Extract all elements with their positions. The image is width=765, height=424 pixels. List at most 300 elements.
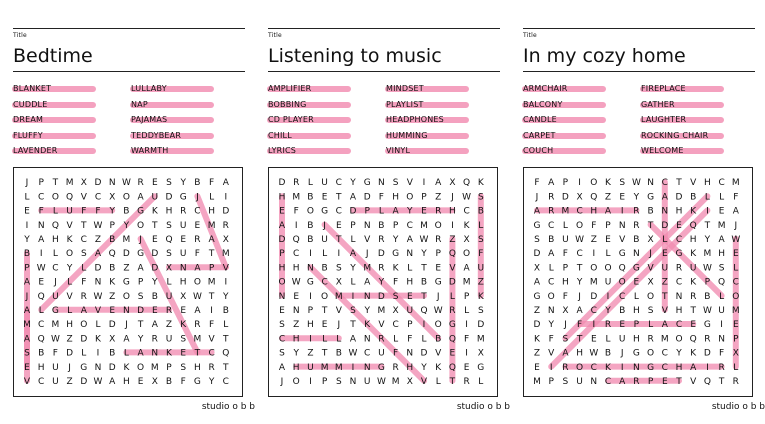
grid-letter[interactable]: F xyxy=(293,206,299,217)
grid-letter[interactable]: U xyxy=(661,263,669,274)
grid-letter[interactable]: L xyxy=(407,263,413,274)
grid-letter[interactable]: N xyxy=(363,291,371,302)
grid-letter[interactable]: U xyxy=(179,249,187,260)
grid-letter[interactable]: E xyxy=(690,320,697,331)
grid-letter[interactable]: L xyxy=(733,362,739,373)
grid-letter[interactable]: D xyxy=(377,249,385,260)
grid-letter[interactable]: J xyxy=(323,220,326,231)
grid-letter[interactable]: V xyxy=(364,235,371,245)
grid-letter[interactable]: R xyxy=(435,235,442,245)
grid-letter[interactable]: M xyxy=(193,334,202,345)
grid-letter[interactable]: B xyxy=(619,306,626,316)
grid-letter[interactable]: F xyxy=(209,320,215,331)
grid-letter[interactable]: H xyxy=(307,320,314,331)
grid-letter[interactable]: I xyxy=(351,291,355,302)
grid-letter[interactable]: P xyxy=(279,249,285,260)
grid-letter[interactable]: R xyxy=(633,377,640,387)
grid-letter[interactable]: A xyxy=(23,306,31,316)
grid-letter[interactable]: H xyxy=(52,235,59,245)
grid-letter[interactable]: Y xyxy=(421,249,427,260)
grid-letter[interactable]: R xyxy=(194,320,201,331)
grid-letter[interactable]: O xyxy=(122,192,130,203)
grid-letter[interactable]: S xyxy=(477,306,484,316)
grid-letter[interactable]: H xyxy=(562,277,569,288)
grid-letter[interactable]: A xyxy=(137,263,144,274)
grid-letter[interactable]: K xyxy=(477,178,484,189)
grid-letter[interactable]: V xyxy=(80,192,87,203)
grid-letter[interactable]: R xyxy=(647,334,654,345)
grid-letter[interactable]: Z xyxy=(123,263,130,274)
grid-letter[interactable]: F xyxy=(562,249,568,260)
grid-letter[interactable]: C xyxy=(548,220,555,231)
grid-letter[interactable]: U xyxy=(406,306,414,316)
grid-letter[interactable]: H xyxy=(633,334,640,345)
grid-letter[interactable]: N xyxy=(151,348,159,359)
grid-letter[interactable]: Q xyxy=(37,334,45,345)
grid-letter[interactable]: C xyxy=(576,249,583,260)
grid-letter[interactable]: M xyxy=(731,306,740,316)
grid-letter[interactable]: N xyxy=(590,377,598,387)
grid-letter[interactable]: V xyxy=(406,178,413,189)
grid-letter[interactable]: Q xyxy=(51,220,59,231)
grid-letter[interactable]: B xyxy=(109,348,116,359)
grid-letter[interactable]: C xyxy=(194,206,201,217)
grid-letter[interactable]: U xyxy=(562,235,569,245)
grid-letter[interactable]: H xyxy=(704,178,711,189)
grid-letter[interactable]: G xyxy=(533,291,541,302)
grid-letter[interactable]: V xyxy=(690,178,697,189)
grid-letter[interactable]: A xyxy=(23,334,31,345)
grid-letter[interactable]: F xyxy=(548,334,554,345)
grid-letter[interactable]: T xyxy=(208,249,215,260)
grid-letter[interactable]: G xyxy=(80,362,88,373)
grid-letter[interactable]: X xyxy=(533,263,541,274)
grid-letter[interactable]: M xyxy=(533,377,541,387)
grid-letter[interactable]: R xyxy=(435,206,442,217)
grid-letter[interactable]: B xyxy=(435,334,442,345)
grid-letter[interactable]: Y xyxy=(605,306,611,316)
grid-letter[interactable]: E xyxy=(676,220,682,231)
grid-letter[interactable]: I xyxy=(309,334,312,345)
grid-letter[interactable]: Q xyxy=(590,192,598,203)
grid-letter[interactable]: P xyxy=(704,277,711,288)
grid-letter[interactable]: G xyxy=(321,206,329,217)
grid-letter[interactable]: A xyxy=(194,306,201,316)
grid-letter[interactable]: Y xyxy=(109,206,115,217)
grid-letter[interactable]: Z xyxy=(604,192,612,203)
grid-letter[interactable]: W xyxy=(731,235,741,245)
grid-letter[interactable]: R xyxy=(548,192,555,203)
grid-letter[interactable]: C xyxy=(604,377,612,387)
grid-letter[interactable]: P xyxy=(562,263,569,274)
grid-letter[interactable]: E xyxy=(732,320,739,331)
grid-letter[interactable]: X xyxy=(647,235,654,245)
grid-letter[interactable]: O xyxy=(51,192,59,203)
grid-letter[interactable]: N xyxy=(307,263,314,274)
grid-letter[interactable]: P xyxy=(562,178,569,189)
grid-letter[interactable]: L xyxy=(393,334,399,345)
grid-letter[interactable]: A xyxy=(38,235,45,245)
grid-letter[interactable]: K xyxy=(690,206,697,217)
grid-letter[interactable]: S xyxy=(180,362,187,373)
grid-letter[interactable]: V xyxy=(435,348,442,359)
grid-letter[interactable]: N xyxy=(406,249,414,260)
grid-letter[interactable]: M xyxy=(207,277,216,288)
grid-letter[interactable]: L xyxy=(322,249,328,260)
grid-letter[interactable]: I xyxy=(96,348,100,359)
grid-letter[interactable]: W xyxy=(348,348,358,359)
grid-letter[interactable]: U xyxy=(321,235,328,245)
grid-letter[interactable]: L xyxy=(435,377,441,387)
grid-letter[interactable]: B xyxy=(335,348,342,359)
grid-letter[interactable]: C xyxy=(732,277,739,288)
grid-letter[interactable]: L xyxy=(378,206,384,217)
grid-letter[interactable]: A xyxy=(548,178,555,189)
grid-letter[interactable]: V xyxy=(335,306,342,316)
grid-letter[interactable]: G xyxy=(647,192,655,203)
grid-letter[interactable]: X xyxy=(80,178,87,189)
grid-letter[interactable]: Z xyxy=(94,235,102,245)
grid-letter[interactable]: M xyxy=(122,235,131,245)
grid-letter[interactable]: Y xyxy=(350,263,356,274)
grid-letter[interactable]: W xyxy=(631,178,641,189)
grid-letter[interactable]: H xyxy=(292,263,300,274)
grid-letter[interactable]: L xyxy=(633,291,639,302)
grid-letter[interactable]: V xyxy=(647,263,654,274)
grid-letter[interactable]: Q xyxy=(689,220,697,231)
grid-letter[interactable]: E xyxy=(321,320,328,331)
grid-letter[interactable]: K xyxy=(690,249,697,260)
grid-letter[interactable]: Z xyxy=(533,348,541,359)
grid-letter[interactable]: A xyxy=(690,362,697,373)
grid-letter[interactable]: P xyxy=(548,377,554,387)
grid-letter[interactable]: E xyxy=(24,206,30,217)
grid-letter[interactable]: A xyxy=(278,362,286,373)
grid-letter[interactable]: H xyxy=(292,362,300,373)
grid-letter[interactable]: T xyxy=(718,377,725,387)
grid-letter[interactable]: A xyxy=(349,249,357,260)
grid-letter[interactable]: L xyxy=(719,291,725,302)
grid-letter[interactable]: W xyxy=(462,192,472,203)
grid-letter[interactable]: U xyxy=(165,334,173,345)
grid-letter[interactable]: I xyxy=(592,249,596,260)
grid-letter[interactable]: B xyxy=(704,291,711,302)
grid-letter[interactable]: I xyxy=(224,192,228,203)
grid-letter[interactable]: R xyxy=(137,178,144,189)
grid-letter[interactable]: N xyxy=(718,334,725,345)
grid-letter[interactable]: D xyxy=(137,306,145,316)
grid-letter[interactable]: C xyxy=(463,206,470,217)
grid-letter[interactable]: A xyxy=(137,348,144,359)
grid-letter[interactable]: V xyxy=(378,320,385,331)
grid-letter[interactable]: C xyxy=(590,306,597,316)
grid-letter[interactable]: C xyxy=(80,235,87,245)
grid-letter[interactable]: E xyxy=(279,306,285,316)
grid-letter[interactable]: M xyxy=(292,192,301,203)
grid-letter[interactable]: O xyxy=(193,277,201,288)
grid-letter[interactable]: D xyxy=(561,192,569,203)
grid-letter[interactable]: T xyxy=(576,334,583,345)
grid-letter[interactable]: L xyxy=(478,377,484,387)
grid-letter[interactable]: A xyxy=(533,206,541,217)
grid-letter[interactable]: O xyxy=(137,362,145,373)
grid-letter[interactable]: S xyxy=(166,178,172,189)
grid-letter[interactable]: L xyxy=(166,277,172,288)
grid-letter[interactable]: A xyxy=(392,206,399,217)
grid-letter[interactable]: U xyxy=(604,277,612,288)
grid-letter[interactable]: F xyxy=(393,348,399,359)
grid-letter[interactable]: C xyxy=(619,291,626,302)
grid-letter[interactable]: C xyxy=(321,277,328,288)
grid-letter[interactable]: B xyxy=(194,178,201,189)
grid-letter[interactable]: W xyxy=(192,291,202,302)
grid-letter[interactable]: I xyxy=(465,320,468,331)
grid-letter[interactable]: K xyxy=(151,206,158,217)
grid-letter[interactable]: G xyxy=(392,249,400,260)
grid-letter[interactable]: W xyxy=(376,377,386,387)
grid-letter[interactable]: G xyxy=(306,277,314,288)
grid-letter[interactable]: R xyxy=(732,377,739,387)
grid-letter[interactable]: S xyxy=(166,249,172,260)
grid-letter[interactable]: L xyxy=(704,192,710,203)
grid-letter[interactable]: Q xyxy=(66,192,74,203)
grid-letter[interactable]: U xyxy=(52,362,59,373)
grid-letter[interactable]: D xyxy=(448,277,456,288)
grid-letter[interactable]: P xyxy=(421,192,427,203)
grid-letter[interactable]: I xyxy=(706,206,709,217)
grid-letter[interactable]: W xyxy=(702,306,712,316)
grid-letter[interactable]: U xyxy=(321,178,328,189)
grid-letter[interactable]: P xyxy=(208,263,215,274)
grid-letter[interactable]: T xyxy=(690,306,696,316)
grid-letter[interactable]: F xyxy=(591,220,597,231)
grid-letter[interactable]: Y xyxy=(180,178,186,189)
grid-letter[interactable]: J xyxy=(54,277,57,288)
grid-letter[interactable]: F xyxy=(38,206,44,217)
grid-letter[interactable]: U xyxy=(165,291,173,302)
grid-letter[interactable]: D xyxy=(80,377,88,387)
grid-letter[interactable]: R xyxy=(180,206,187,217)
grid-letter[interactable]: M xyxy=(334,362,343,373)
grid-letter[interactable]: U xyxy=(363,377,371,387)
grid-letter[interactable]: R xyxy=(463,377,470,387)
grid-letter[interactable]: N xyxy=(633,249,640,260)
grid-letter[interactable]: D xyxy=(477,320,485,331)
grid-letter[interactable]: Y xyxy=(66,263,73,274)
grid-letter[interactable]: W xyxy=(702,263,712,274)
grid-letter[interactable]: L xyxy=(24,192,30,203)
grid-letter[interactable]: O xyxy=(590,178,598,189)
grid-letter[interactable]: E xyxy=(151,235,158,245)
grid-letter[interactable]: C xyxy=(675,277,683,288)
grid-letter[interactable]: C xyxy=(548,277,555,288)
grid-letter[interactable]: N xyxy=(37,220,45,231)
grid-letter[interactable]: O xyxy=(306,206,314,217)
grid-letter[interactable]: D xyxy=(108,320,116,331)
grid-letter[interactable]: Q xyxy=(463,178,471,189)
grid-letter[interactable]: A xyxy=(661,320,668,331)
grid-letter[interactable]: S xyxy=(180,334,187,345)
grid-letter[interactable]: N xyxy=(363,334,371,345)
grid-letter[interactable]: N xyxy=(633,362,640,373)
grid-letter[interactable]: P xyxy=(647,377,654,387)
grid-letter[interactable]: A xyxy=(123,334,130,345)
grid-letter[interactable]: R xyxy=(392,362,399,373)
grid-letter[interactable]: V xyxy=(222,263,229,274)
grid-letter[interactable]: P xyxy=(364,206,370,217)
grid-letter[interactable]: L xyxy=(223,320,229,331)
grid-letter[interactable]: A xyxy=(435,178,442,189)
grid-letter[interactable]: I xyxy=(210,306,213,316)
grid-letter[interactable]: T xyxy=(449,377,456,387)
grid-letter[interactable]: C xyxy=(675,235,683,245)
grid-letter[interactable]: R xyxy=(194,235,201,245)
grid-letter[interactable]: U xyxy=(477,263,485,274)
grid-letter[interactable]: J xyxy=(196,192,199,203)
grid-letter[interactable]: X xyxy=(576,192,583,203)
grid-letter[interactable]: K xyxy=(166,348,172,359)
grid-letter[interactable]: S xyxy=(392,291,399,302)
grid-letter[interactable]: J xyxy=(535,192,539,203)
grid-letter[interactable]: U xyxy=(52,377,59,387)
grid-letter[interactable]: J xyxy=(649,249,652,260)
grid-letter[interactable]: E xyxy=(718,206,725,217)
grid-letter[interactable]: B xyxy=(477,206,484,217)
grid-letter[interactable]: E xyxy=(293,291,300,302)
grid-letter[interactable]: D xyxy=(66,348,74,359)
grid-letter[interactable]: K xyxy=(534,334,540,345)
grid-letter[interactable]: T xyxy=(208,291,215,302)
grid-letter[interactable]: I xyxy=(337,249,341,260)
grid-letter[interactable]: E xyxy=(109,306,116,316)
grid-letter[interactable]: Q xyxy=(448,334,456,345)
grid-letter[interactable]: I xyxy=(592,320,596,331)
grid-letter[interactable]: B xyxy=(307,192,314,203)
grid-letter[interactable]: W xyxy=(93,377,103,387)
grid-letter[interactable]: I xyxy=(465,348,468,359)
grid-letter[interactable]: C xyxy=(364,348,371,359)
grid-letter[interactable]: Z xyxy=(293,320,300,331)
grid-letter[interactable]: P xyxy=(733,334,739,345)
grid-letter[interactable]: Y xyxy=(407,206,413,217)
grid-letter[interactable]: A xyxy=(208,235,215,245)
grid-letter[interactable]: M xyxy=(207,220,216,231)
grid-letter[interactable]: X xyxy=(392,306,399,316)
grid-letter[interactable]: N xyxy=(108,178,116,189)
grid-letter[interactable]: F xyxy=(95,206,101,217)
grid-letter[interactable]: W xyxy=(433,306,443,316)
grid-letter[interactable]: V xyxy=(23,377,31,387)
grid-letter[interactable]: E xyxy=(463,362,470,373)
grid-letter[interactable]: I xyxy=(25,220,29,231)
grid-letter[interactable]: T xyxy=(336,235,342,245)
grid-letter[interactable]: H xyxy=(406,362,414,373)
grid-letter[interactable]: T xyxy=(321,306,328,316)
grid-letter[interactable]: L xyxy=(350,235,356,245)
grid-letter[interactable]: D xyxy=(108,362,116,373)
grid-letter[interactable]: Z xyxy=(661,277,668,288)
grid-letter[interactable]: V xyxy=(208,334,215,345)
grid-letter[interactable]: T xyxy=(704,220,711,231)
grid-letter[interactable]: O xyxy=(590,263,598,274)
grid-letter[interactable]: T xyxy=(194,348,201,359)
grid-letter[interactable]: D xyxy=(675,192,683,203)
grid-letter[interactable]: C xyxy=(335,178,342,189)
grid-letter[interactable]: C xyxy=(52,263,59,274)
grid-letter[interactable]: D xyxy=(151,249,159,260)
grid-letter[interactable]: E xyxy=(732,249,739,260)
grid-letter[interactable]: D xyxy=(122,249,130,260)
grid-letter[interactable]: R xyxy=(675,263,683,274)
grid-letter[interactable]: I xyxy=(620,362,624,373)
grid-letter[interactable]: I xyxy=(422,178,426,189)
grid-letter[interactable]: G xyxy=(632,263,640,274)
grid-letter[interactable]: H xyxy=(406,277,414,288)
grid-letter[interactable]: U xyxy=(307,362,314,373)
grid-letter[interactable]: C xyxy=(208,348,215,359)
grid-letter[interactable]: O xyxy=(732,291,740,302)
grid-letter[interactable]: V xyxy=(66,220,73,231)
grid-letter[interactable]: N xyxy=(179,263,187,274)
grid-letter[interactable]: B xyxy=(633,235,640,245)
grid-letter[interactable]: E xyxy=(38,277,45,288)
grid-letter[interactable]: M xyxy=(589,277,598,288)
grid-letter[interactable]: L xyxy=(548,263,554,274)
grid-letter[interactable]: L xyxy=(52,249,58,260)
grid-letter[interactable]: A xyxy=(661,192,668,203)
grid-letter[interactable]: N xyxy=(647,178,654,189)
grid-letter[interactable]: G xyxy=(122,277,130,288)
grid-letter[interactable]: U xyxy=(718,306,725,316)
grid-letter[interactable]: L xyxy=(421,334,427,345)
grid-letter[interactable]: E xyxy=(279,206,285,217)
grid-letter[interactable]: F xyxy=(194,249,200,260)
grid-letter[interactable]: I xyxy=(706,362,709,373)
grid-letter[interactable]: V xyxy=(94,306,102,316)
grid-letter[interactable]: H xyxy=(633,306,640,316)
grid-letter[interactable]: C xyxy=(661,362,668,373)
grid-letter[interactable]: S xyxy=(80,249,87,260)
grid-letter[interactable]: S xyxy=(534,235,540,245)
grid-letter[interactable]: M xyxy=(51,320,60,331)
grid-letter[interactable]: E xyxy=(619,192,626,203)
grid-letter[interactable]: D xyxy=(377,291,385,302)
grid-letter[interactable]: N xyxy=(94,362,102,373)
grid-letter[interactable]: D xyxy=(222,206,230,217)
grid-letter[interactable]: A xyxy=(194,263,201,274)
grid-letter[interactable]: L xyxy=(307,178,313,189)
grid-letter[interactable]: K xyxy=(180,320,187,331)
grid-letter[interactable]: R xyxy=(633,220,640,231)
grid-letter[interactable]: J xyxy=(451,192,454,203)
grid-letter[interactable]: B xyxy=(109,235,116,245)
grid-letter[interactable]: B xyxy=(647,206,654,217)
grid-letter[interactable]: W xyxy=(93,291,103,302)
grid-letter[interactable]: R xyxy=(151,334,158,345)
grid-letter[interactable]: T xyxy=(676,178,682,189)
grid-letter[interactable]: B xyxy=(307,235,314,245)
grid-letter[interactable]: I xyxy=(309,377,312,387)
grid-letter[interactable]: L xyxy=(81,263,87,274)
grid-letter[interactable]: X xyxy=(463,235,470,245)
grid-letter[interactable]: N xyxy=(292,306,300,316)
grid-letter[interactable]: B xyxy=(604,348,612,359)
grid-letter[interactable]: S xyxy=(619,178,626,189)
grid-letter[interactable]: B xyxy=(109,263,116,274)
grid-letter[interactable]: M xyxy=(334,291,343,302)
grid-letter[interactable]: E xyxy=(194,220,201,231)
grid-letter[interactable]: O xyxy=(66,249,74,260)
